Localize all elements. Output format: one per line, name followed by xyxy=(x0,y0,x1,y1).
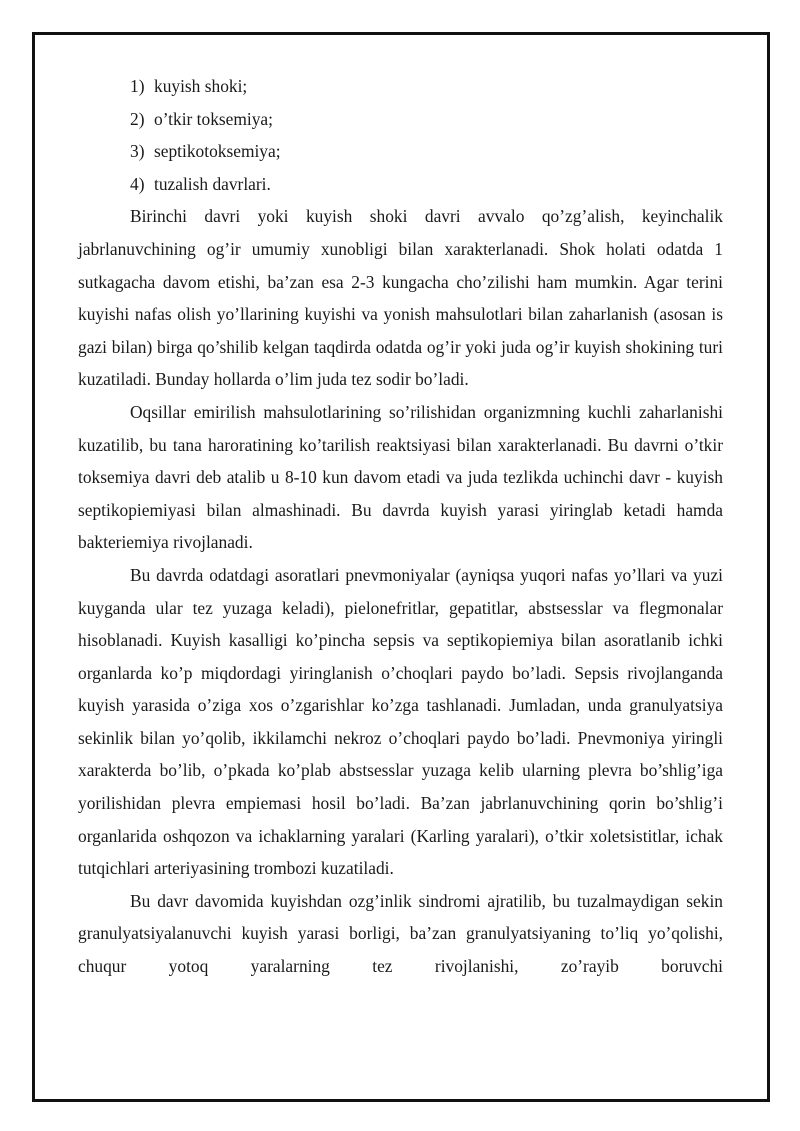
list-number: 3) xyxy=(130,141,145,162)
list-text: kuyish shoki; xyxy=(154,76,248,96)
paragraph-exhaustion-syndrome: Bu davr davomida kuyishdan ozg’inlik sindromi ajratilib, bu tuzalmaydigan sekin granulyatsiyalanuvchi kuyish yarasi borligi, ba’zan granulyatsiyaning to’liq yo’qolishi, chuqur yotoq yaralarning tez rivojlanishi, zo’rayib boruvchi xyxy=(78,890,723,977)
list-item xyxy=(78,103,723,136)
list-number: 4) xyxy=(130,173,145,194)
list-text: septikotoksemiya; xyxy=(154,141,281,162)
paragraph-toxemia-period: Oqsillar emirilish mahsulotlarining so’rilishidan organizmning kuchli zaharlanishi kuzatilib, bu tana haroratining ko’tarilish reaktsiyasi bilan xarakterlanadi. Bu davrni o’tkir toksemiya davri deb atalib u 8-10 kun davom etadi va juda tezlikda uchinchi davr - kuyish septikopiemiyasi bilan almashinadi. Bu davrda kuyish yarasi yiringlab ketadi hamda bakteriemiya rivojlanadi. xyxy=(78,401,723,553)
periods-list xyxy=(78,70,723,200)
page-content xyxy=(78,70,723,983)
paragraph-shock-period: Birinchi davri yoki kuyish shoki davri avvalo qo’zg’alish, keyinchalik jabrlanuvchining og’ir umumiy xunobligi bilan xarakterlanadi. Shok holati odatda 1 sutkagacha davom etishi, ba’zan esa 2-3 kungacha cho’zilishi ham mumkin. Agar terini kuyishi nafas olish yo’llarining kuyishi va yonish mahsulotlari bilan zaharlanish (asosan is gazi bilan) birga qo’shilib kelgan taqdirda odatda og’ir yoki juda og’ir kuyish shokining turi kuzatiladi. Bunday hollarda o’lim juda tez sodir bo’ladi. xyxy=(78,206,723,390)
list-item xyxy=(78,168,723,201)
list-number: 2) xyxy=(130,108,145,129)
list-item xyxy=(78,135,723,168)
paragraph-complications: Bu davrda odatdagi asoratlari pnevmoniyalar (ayniqsa yuqori nafas yo’llari va yuzi kuyganda ular tez yuzaga keladi), pielonefritlar, gepatitlar, abstsesslar va flegmonalar hisoblanadi. Kuyish kasalligi ko’pincha sepsis va septikopiemiya bilan asoratlanib ichki organlarda ko’p miqdordagi yiringlanish o’choqlari paydo bo’ladi. Sepsis rivojlanganda kuyish yarasida o’ziga xos o’zgarishlar ko’zga tashlanadi. Jumladan, unda granulyatsiya sekinlik bilan yo’qolib, ikkilamchi nekroz o’choqlari paydo bo’ladi. Pnevmoniya yiringli xarakterda bo’lib, o’pkada ko’plab abstsesslar yuzaga kelib ularning plevra bo’shlig’iga yorilishidan plevra empiemasi hosil bo’ladi. Ba’zan jabrlanuvchining qorin bo’shlig’i organlarida oshqozon va ichaklarning yaralari (Karling yaralari), o’tkir xoletsistitlar, ichak tutqichlari arteriyasining trombozi kuzatiladi. xyxy=(78,564,723,879)
list-text: o’tkir toksemiya; xyxy=(154,108,273,129)
list-number: 1) xyxy=(130,76,145,96)
list-item xyxy=(78,70,723,103)
list-text: tuzalish davrlari. xyxy=(154,173,271,194)
